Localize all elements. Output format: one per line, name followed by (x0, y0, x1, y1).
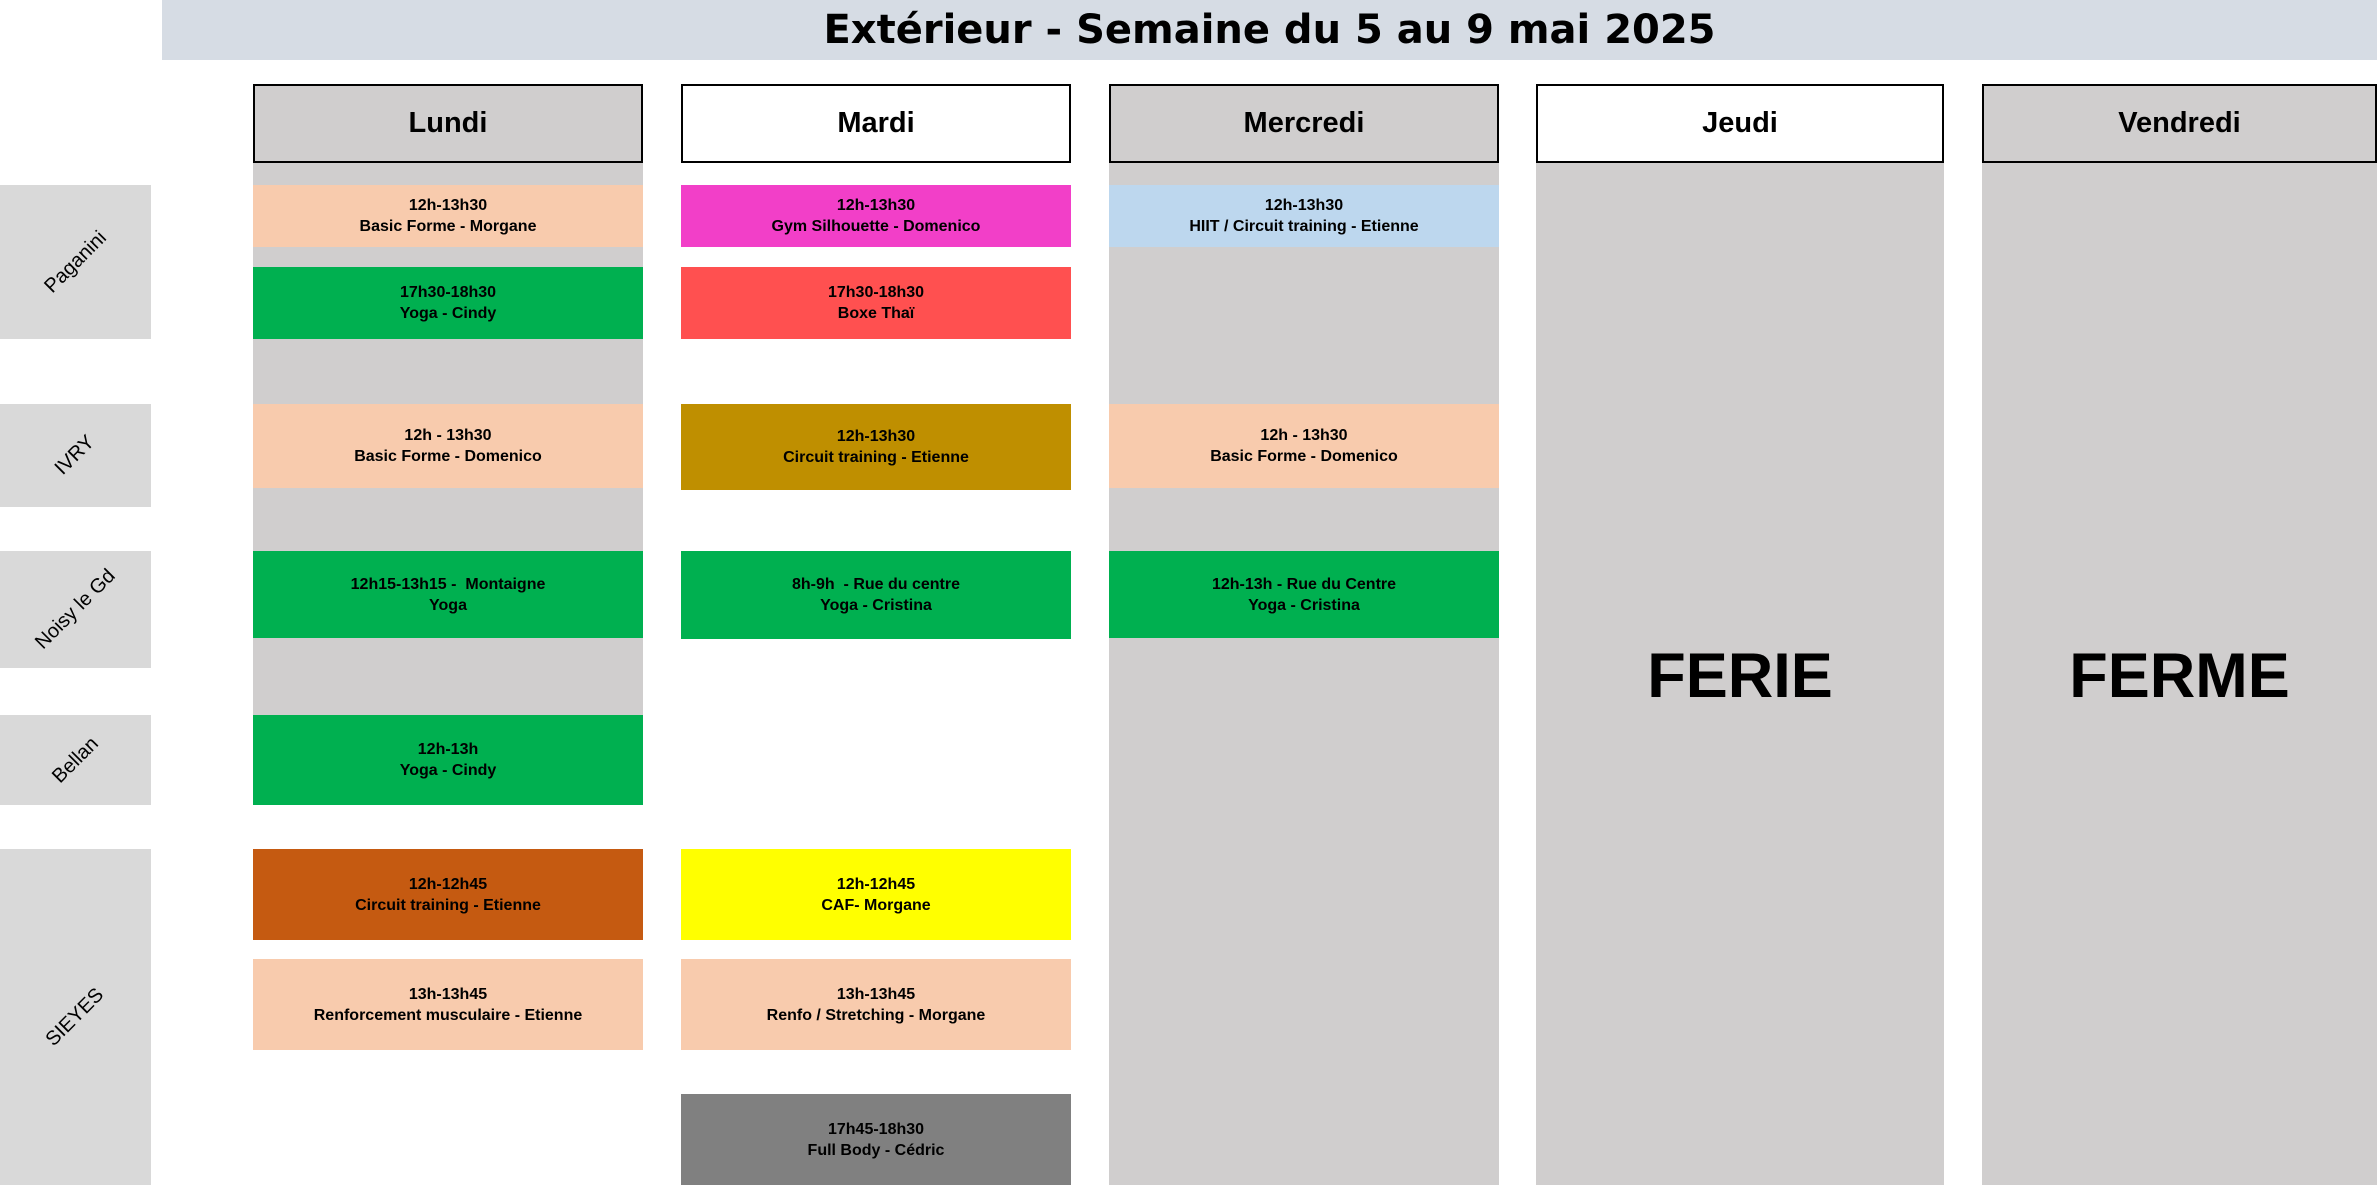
event-lundi-paganini-1: 12h-13h30 Basic Forme - Morgane (253, 185, 643, 247)
day-header-mardi: Mardi (681, 84, 1071, 163)
mercredi-column-background (1109, 163, 1499, 1185)
event-mercredi-noisy: 12h-13h - Rue du Centre Yoga - Cristina (1109, 551, 1499, 638)
day-header-vendredi: Vendredi (1982, 84, 2377, 163)
event-mardi-sieyes-3: 17h45-18h30 Full Body - Cédric (681, 1094, 1071, 1185)
event-mercredi-ivry: 12h - 13h30 Basic Forme - Domenico (1109, 404, 1499, 488)
event-lundi-bellan: 12h-13h Yoga - Cindy (253, 715, 643, 805)
site-label-sieyes: SIEYES (0, 849, 151, 1185)
closure-label-vendredi: FERME (2069, 641, 2290, 711)
event-mardi-ivry: 12h-13h30 Circuit training - Etienne (681, 404, 1071, 490)
event-mardi-sieyes-2: 13h-13h45 Renfo / Stretching - Morgane (681, 959, 1071, 1050)
event-mercredi-paganini: 12h-13h30 HIIT / Circuit training - Etienne (1109, 185, 1499, 247)
event-lundi-noisy: 12h15-13h15 - Montaigne Yoga (253, 551, 643, 638)
site-label-noisy: Noisy le Gd (0, 551, 151, 668)
day-header-jeudi: Jeudi (1536, 84, 1944, 163)
site-label-bellan: Bellan (0, 715, 151, 805)
day-header-lundi: Lundi (253, 84, 643, 163)
site-label-paganini: Paganini (0, 185, 151, 339)
closure-label-jeudi: FERIE (1647, 641, 1833, 711)
event-lundi-ivry: 12h - 13h30 Basic Forme - Domenico (253, 404, 643, 488)
page-title: Extérieur - Semaine du 5 au 9 mai 2025 (162, 0, 2377, 60)
event-mardi-noisy: 8h-9h - Rue du centre Yoga - Cristina (681, 551, 1071, 639)
event-mardi-sieyes-1: 12h-12h45 CAF- Morgane (681, 849, 1071, 940)
site-label-ivry: IVRY (0, 404, 151, 507)
event-lundi-sieyes-2: 13h-13h45 Renforcement musculaire - Etienne (253, 959, 643, 1050)
event-lundi-sieyes-1: 12h-12h45 Circuit training - Etienne (253, 849, 643, 940)
day-header-mercredi: Mercredi (1109, 84, 1499, 163)
event-mardi-paganini-2: 17h30-18h30 Boxe Thaï (681, 267, 1071, 339)
event-lundi-paganini-2: 17h30-18h30 Yoga - Cindy (253, 267, 643, 339)
event-mardi-paganini-1: 12h-13h30 Gym Silhouette - Domenico (681, 185, 1071, 247)
